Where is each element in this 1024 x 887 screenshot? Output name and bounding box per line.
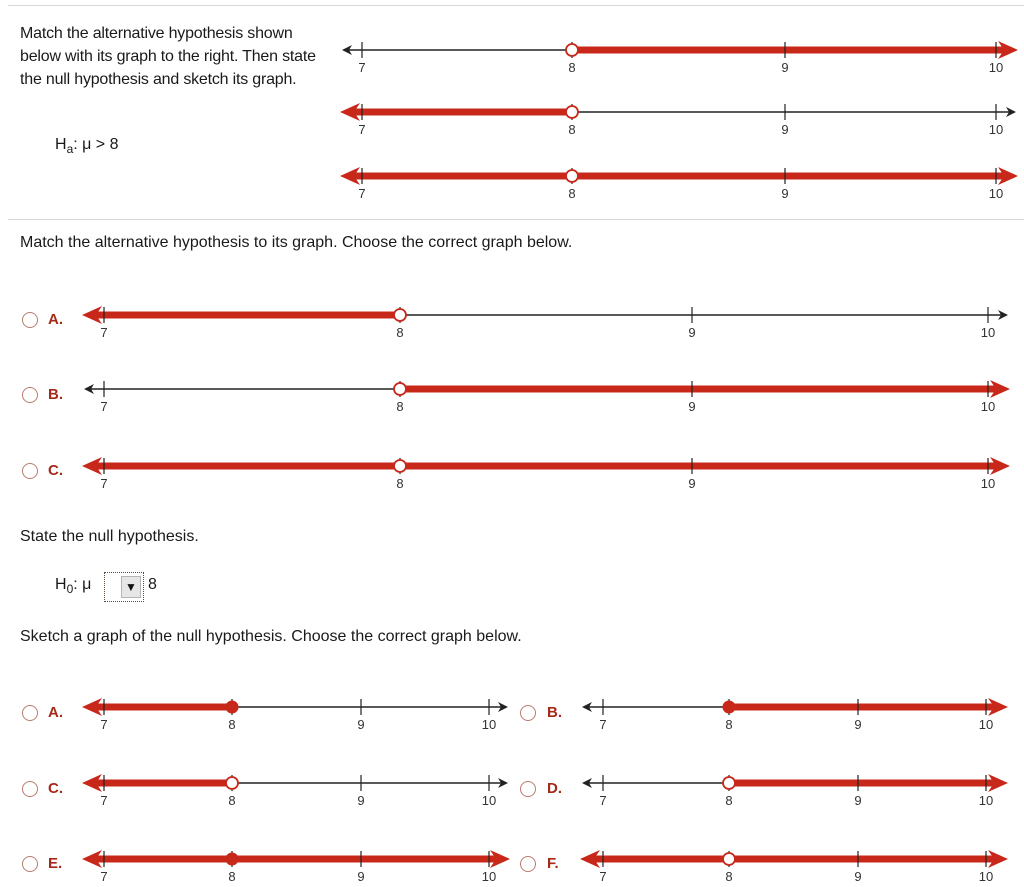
instructions-text: Match the alternative hypothesis shown below with its graph to the right. Then state the null hypothesis and sketch its graph. [20,25,316,88]
svg-text:9: 9 [688,399,696,414]
svg-text:8: 8 [725,869,733,884]
svg-text:7: 7 [100,869,108,884]
svg-text:7: 7 [100,717,108,732]
question2-prompt: State the null hypothesis. [20,528,199,545]
alternative-hypothesis: $H_a$: μ > 8 [55,136,119,156]
svg-text:9: 9 [688,325,696,340]
svg-text:7: 7 [100,399,108,414]
svg-text:10: 10 [978,793,994,808]
svg-text:9: 9 [357,793,365,808]
svg-text:8: 8 [228,793,236,808]
svg-text:8: 8 [568,186,576,201]
svg-text:10: 10 [988,60,1004,75]
svg-text:7: 7 [358,60,366,75]
svg-text:9: 9 [357,869,365,884]
svg-text:9: 9 [357,717,365,732]
svg-text:10: 10 [978,869,994,884]
q3-option-f-label[interactable]: F. [547,855,559,872]
svg-text:10: 10 [481,717,497,732]
q1-option-b-label[interactable]: B. [48,386,63,403]
q1-option-a-label[interactable]: A. [48,311,63,328]
svg-text:8: 8 [725,717,733,732]
svg-text:8: 8 [396,325,404,340]
svg-text:8: 8 [228,869,236,884]
svg-text:9: 9 [688,476,696,491]
svg-text:9: 9 [854,793,862,808]
svg-text:7: 7 [358,186,366,201]
svg-text:10: 10 [988,186,1004,201]
svg-text:10: 10 [980,325,996,340]
svg-text:10: 10 [978,717,994,732]
svg-text:7: 7 [100,325,108,340]
svg-text:7: 7 [358,122,366,137]
svg-text:8: 8 [396,476,404,491]
q3-option-a-label[interactable]: A. [48,704,63,721]
svg-text:9: 9 [781,60,789,75]
svg-text:7: 7 [100,793,108,808]
svg-text:10: 10 [481,793,497,808]
svg-text:8: 8 [725,793,733,808]
svg-text:10: 10 [988,122,1004,137]
q3-option-c-label[interactable]: C. [48,780,63,797]
q1-option-c-label[interactable]: C. [48,462,63,479]
svg-text:10: 10 [980,399,996,414]
q3-option-b-label[interactable]: B. [547,704,562,721]
null-hypothesis-value: 8 [148,576,157,593]
svg-text:7: 7 [599,869,607,884]
question3-prompt: Sketch a graph of the null hypothesis. Choose the correct graph below. [20,628,522,645]
svg-text:8: 8 [228,717,236,732]
svg-text:7: 7 [100,476,108,491]
q3-option-e-label[interactable]: E. [48,855,63,872]
svg-text:9: 9 [854,869,862,884]
svg-text:9: 9 [781,122,789,137]
svg-text:9: 9 [854,717,862,732]
question1-prompt: Match the alternative hypothesis to its graph. Choose the correct graph below. [20,234,573,251]
svg-text:8: 8 [568,122,576,137]
null-hypothesis: $H_0$: μ [55,576,92,596]
q3-option-d-label[interactable]: D. [547,780,562,797]
svg-text:8: 8 [396,399,404,414]
svg-text:9: 9 [781,186,789,201]
svg-text:8: 8 [568,60,576,75]
svg-text:7: 7 [599,793,607,808]
svg-text:10: 10 [980,476,996,491]
dropdown-arrow-icon[interactable]: ▼ [121,576,141,598]
svg-text:10: 10 [481,869,497,884]
svg-text:7: 7 [599,717,607,732]
